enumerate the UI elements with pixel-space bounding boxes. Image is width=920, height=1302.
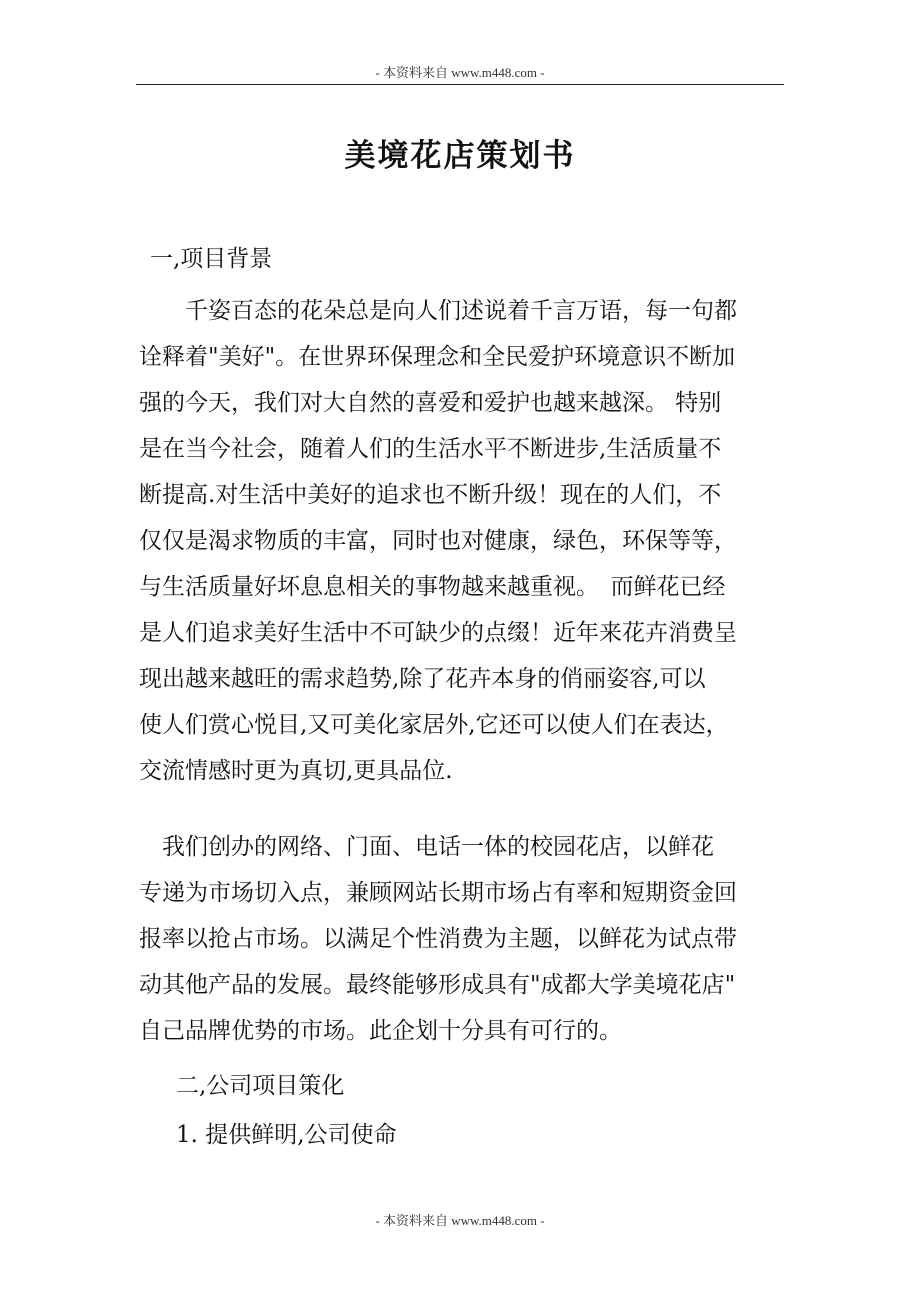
paragraph-2 [139, 824, 799, 1054]
paragraph-1 [139, 288, 799, 794]
paragraph-line: 现出越来越旺的需求趋势,除了花卉本身的俏丽姿容,可以 [139, 666, 706, 692]
paragraph-line: 使人们赏心悦目,又可美化家居外,它还可以使人们在表达， [139, 712, 729, 738]
paragraph-line: 报率以抢占市场。以满足个性消费为主题，以鲜花为试点带 [139, 926, 737, 952]
paragraph-line: 千姿百态的花朵总是向人们述说着千言万语，每一句都 [139, 298, 737, 324]
page-footer: - 本资料来自 www.m448.com - [375, 1213, 545, 1228]
list-item: 1. 提供鲜明,公司使命 [176, 1122, 397, 1148]
paragraph-line: 断提高.对生活中美好的追求也不断升级！现在的人们，不 [139, 482, 722, 508]
paragraph-line: 动其他产品的发展。最终能够形成具有"成都大学美境花店" [139, 972, 736, 998]
document-title: 美境花店策划书 [344, 138, 576, 174]
paragraph-line: 自己品牌优势的市场。此企划十分具有可行的。 [139, 1018, 622, 1044]
paragraph-line: 专递为市场切入点，兼顾网站长期市场占有率和短期资金回 [139, 880, 737, 906]
section-heading-1: 一,项目背景 [150, 246, 273, 272]
paragraph-line: 交流情感时更为真切,更具品位. [139, 758, 453, 784]
paragraph-line: 是在当今社会，随着人们的生活水平不断进步,生活质量不 [139, 436, 722, 462]
paragraph-line: 诠释着"美好"。在世界环保理念和全民爱护环境意识不断加 [139, 344, 736, 370]
paragraph-line: 我们创办的网络、门面、电话一体的校园花店，以鲜花 [139, 834, 714, 860]
page-header: - 本资料来自 www.m448.com - [375, 65, 545, 80]
paragraph-line: 强的今天，我们对大自然的喜爱和爱护也越来越深。 特别 [139, 390, 722, 416]
header-rule [136, 84, 784, 85]
paragraph-line: 仅仅是渴求物质的丰富，同时也对健康，绿色，环保等等， [139, 528, 737, 554]
paragraph-line: 与生活质量好坏息息相关的事物越来越重视。 而鲜花已经 [139, 574, 726, 600]
section-heading-2: 二,公司项目策化 [176, 1073, 345, 1099]
paragraph-line: 是人们追求美好生活中不可缺少的点缀！近年来花卉消费呈 [139, 620, 737, 646]
